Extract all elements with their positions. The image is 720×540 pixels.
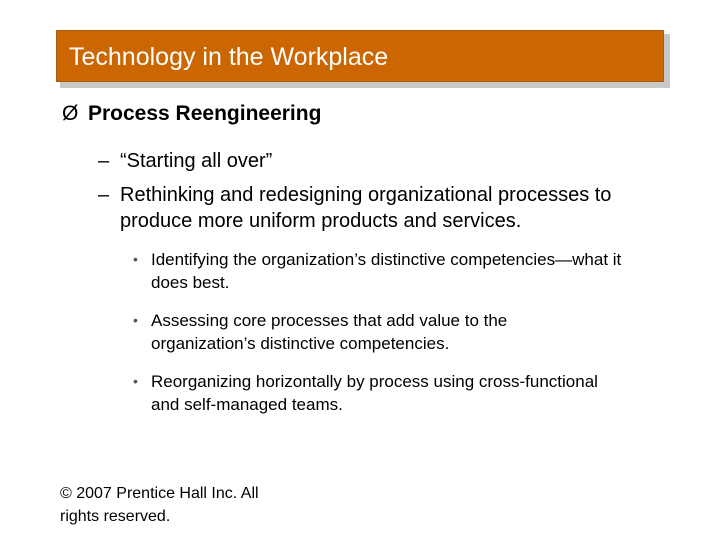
point-text: Rethinking and redesigning organizational processes to produce more uniform products and services. [120, 184, 612, 232]
subpoint-text: Assessing core processes that add value to the organization’s distinctive competencies. [151, 311, 508, 353]
dash-bullet: – [98, 184, 110, 206]
subpoint-text: Identifying the organization’s distinctive competencies—what it does best. [151, 250, 622, 292]
subpoint-text: Reorganizing horizontally by process using cross-functional and self-managed teams. [151, 372, 598, 414]
heading-text: Process Reengineering [88, 102, 322, 125]
subpoint-reorganizing [133, 370, 673, 416]
arrow-bullet-icon: Ø [62, 102, 79, 125]
point-rethinking [98, 182, 678, 234]
heading-process-reengineering [62, 102, 321, 126]
subpoint-assessing [133, 309, 673, 355]
dash-bullet: – [98, 150, 110, 172]
point-starting-over [98, 148, 678, 174]
dot-bullet: • [133, 312, 138, 328]
dot-bullet: • [133, 251, 138, 267]
slide-title: Technology in the Workplace [69, 43, 389, 71]
copyright-notice: © 2007 Prentice Hall Inc. All rights reserved. [60, 485, 259, 525]
subpoint-identifying [133, 248, 673, 294]
point-text: “Starting all over” [120, 150, 273, 172]
title-bar [56, 30, 664, 82]
dot-bullet: • [133, 373, 138, 389]
